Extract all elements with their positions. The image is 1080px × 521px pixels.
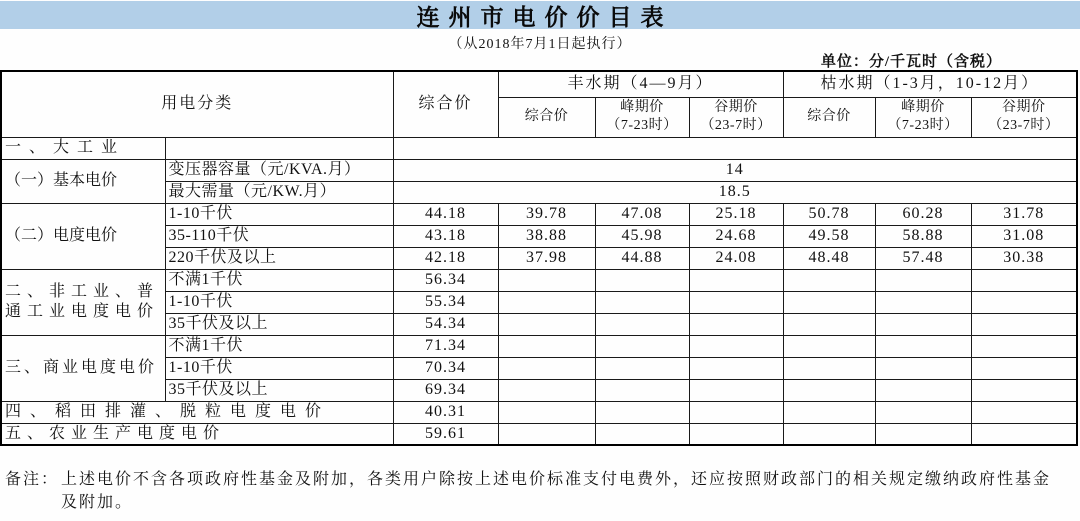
category-cell: 变压器容量（元/KVA.月）: [165, 159, 393, 181]
remark-text: [61, 468, 1065, 514]
col-header-wet-valley: 谷期价 （23-7时）: [689, 97, 783, 137]
category-cell: 220千伏及以上: [165, 247, 393, 269]
category-cell: 35-110千伏: [165, 225, 393, 247]
group-label-degree-price: （二）电度电价: [1, 203, 165, 269]
empty-cell: [689, 379, 783, 401]
empty-cell: [971, 423, 1077, 445]
value-cell: 37.98: [498, 247, 595, 269]
empty-cell: [783, 335, 875, 357]
col-header-dry-composite: 综合价: [783, 97, 875, 137]
value-cell: 18.5: [393, 181, 1077, 203]
empty-cell: [498, 269, 595, 291]
section-title-large-industry: 一、大工业: [1, 137, 165, 159]
remark-label: 备注：: [5, 471, 60, 488]
empty-cell: [875, 379, 971, 401]
value-cell: 71.34: [393, 335, 498, 357]
category-cell: 1-10千伏: [165, 291, 393, 313]
col-header-wet-peak: 峰期价 （7-23时）: [595, 97, 689, 137]
value-cell: 50.78: [783, 203, 875, 225]
empty-cell: [971, 291, 1077, 313]
value-cell: 24.08: [689, 247, 783, 269]
section-label-paddy: 四、稻田排灌、脱粒电度电价: [1, 401, 393, 423]
empty-cell: [783, 357, 875, 379]
title-bar: [0, 1, 1080, 29]
value-cell: 14: [393, 159, 1077, 181]
value-cell: 24.68: [689, 225, 783, 247]
empty-cell: [783, 423, 875, 445]
empty-cell: [875, 313, 971, 335]
empty-cell: [783, 313, 875, 335]
empty-cell: [971, 379, 1077, 401]
value-cell: 70.34: [393, 357, 498, 379]
value-cell: 42.18: [393, 247, 498, 269]
empty-cell: [498, 379, 595, 401]
empty-cell: [595, 335, 689, 357]
empty-cell: [971, 313, 1077, 335]
table-row: [1, 423, 1077, 445]
section-label-agriculture: 五、农业生产电度电价: [1, 423, 393, 445]
empty-cell: [875, 401, 971, 423]
empty-cell: [875, 423, 971, 445]
empty-cell: [783, 401, 875, 423]
group-label-basic-price: （一）基本电价: [1, 159, 165, 203]
empty-cell: [689, 269, 783, 291]
value-cell: 40.31: [393, 401, 498, 423]
empty-cell: [165, 137, 393, 159]
empty-cell: [689, 291, 783, 313]
value-cell: 38.88: [498, 225, 595, 247]
empty-cell: [689, 401, 783, 423]
value-cell: 57.48: [875, 247, 971, 269]
empty-cell: [783, 269, 875, 291]
value-cell: 45.98: [595, 225, 689, 247]
col-header-dry-season-group: 枯水期（1-3月，10-12月）: [783, 71, 1077, 97]
category-cell: 不满1千伏: [165, 335, 393, 357]
value-cell: 69.34: [393, 379, 498, 401]
effective-date-subtitle: （从2018年7月1日起执行）: [448, 37, 632, 52]
table-row: [1, 137, 1077, 159]
col-header-category: 用电分类: [1, 71, 393, 137]
value-cell: 31.78: [971, 203, 1077, 225]
empty-cell: [498, 313, 595, 335]
empty-cell: [689, 423, 783, 445]
price-table: [0, 70, 1078, 446]
remark-line-1: 上述电价不含各项政府性基金及附加，各类用户除按上述电价标准支付电费外，还应按照财政部门的相关规定缴纳政府性基金: [61, 471, 1052, 488]
empty-cell: [689, 335, 783, 357]
col-header-wet-composite: 综合价: [498, 97, 595, 137]
empty-cell: [689, 357, 783, 379]
page-title: 连州市电价价目表: [416, 4, 673, 30]
remark-line-2: 及附加。: [61, 494, 134, 511]
table-row: [1, 335, 1077, 357]
value-cell: 60.28: [875, 203, 971, 225]
table-row: [1, 401, 1077, 423]
value-cell: 44.88: [595, 247, 689, 269]
empty-cell: [595, 357, 689, 379]
empty-cell: [875, 357, 971, 379]
empty-cell: [971, 357, 1077, 379]
empty-cell: [595, 291, 689, 313]
empty-cell: [595, 423, 689, 445]
empty-cell: [689, 313, 783, 335]
value-cell: 25.18: [689, 203, 783, 225]
value-cell: 47.08: [595, 203, 689, 225]
empty-cell: [595, 313, 689, 335]
value-cell: 54.34: [393, 313, 498, 335]
table-row: [1, 269, 1077, 291]
category-cell: 1-10千伏: [165, 357, 393, 379]
section-label-commerce: 三、商业电度电价: [1, 335, 165, 401]
empty-cell: [498, 335, 595, 357]
empty-cell: [971, 335, 1077, 357]
category-cell: 不满1千伏: [165, 269, 393, 291]
empty-cell: [875, 269, 971, 291]
empty-cell: [498, 401, 595, 423]
empty-cell: [783, 291, 875, 313]
table-row: [1, 159, 1077, 181]
empty-cell: [595, 401, 689, 423]
empty-cell: [498, 357, 595, 379]
empty-cell: [971, 401, 1077, 423]
value-cell: 30.38: [971, 247, 1077, 269]
section-label-non-industry: 二、非工业、普 通工业电度电价: [1, 269, 165, 335]
col-header-dry-peak: 峰期价 （7-23时）: [875, 97, 971, 137]
empty-cell: [498, 291, 595, 313]
table-row: [1, 203, 1077, 225]
unit-note: 单位：分/千瓦时（含税）: [820, 54, 1002, 70]
empty-cell: [393, 137, 1077, 159]
category-cell: 最大需量（元/KW.月）: [165, 181, 393, 203]
value-cell: 44.18: [393, 203, 498, 225]
empty-cell: [595, 269, 689, 291]
empty-cell: [498, 423, 595, 445]
col-header-wet-season-group: 丰水期（4—9月）: [498, 71, 783, 97]
value-cell: 55.34: [393, 291, 498, 313]
value-cell: 31.08: [971, 225, 1077, 247]
empty-cell: [595, 379, 689, 401]
empty-cell: [783, 379, 875, 401]
category-cell: 1-10千伏: [165, 203, 393, 225]
value-cell: 39.78: [498, 203, 595, 225]
value-cell: 49.58: [783, 225, 875, 247]
value-cell: 59.61: [393, 423, 498, 445]
category-cell: 35千伏及以上: [165, 313, 393, 335]
empty-cell: [875, 291, 971, 313]
col-header-dry-valley: 谷期价 （23-7时）: [971, 97, 1077, 137]
value-cell: 56.34: [393, 269, 498, 291]
value-cell: 43.18: [393, 225, 498, 247]
empty-cell: [971, 269, 1077, 291]
category-cell: 35千伏及以上: [165, 379, 393, 401]
col-header-composite: 综合价: [393, 71, 498, 137]
value-cell: 48.48: [783, 247, 875, 269]
remark: [5, 468, 1065, 514]
empty-cell: [875, 335, 971, 357]
value-cell: 58.88: [875, 225, 971, 247]
